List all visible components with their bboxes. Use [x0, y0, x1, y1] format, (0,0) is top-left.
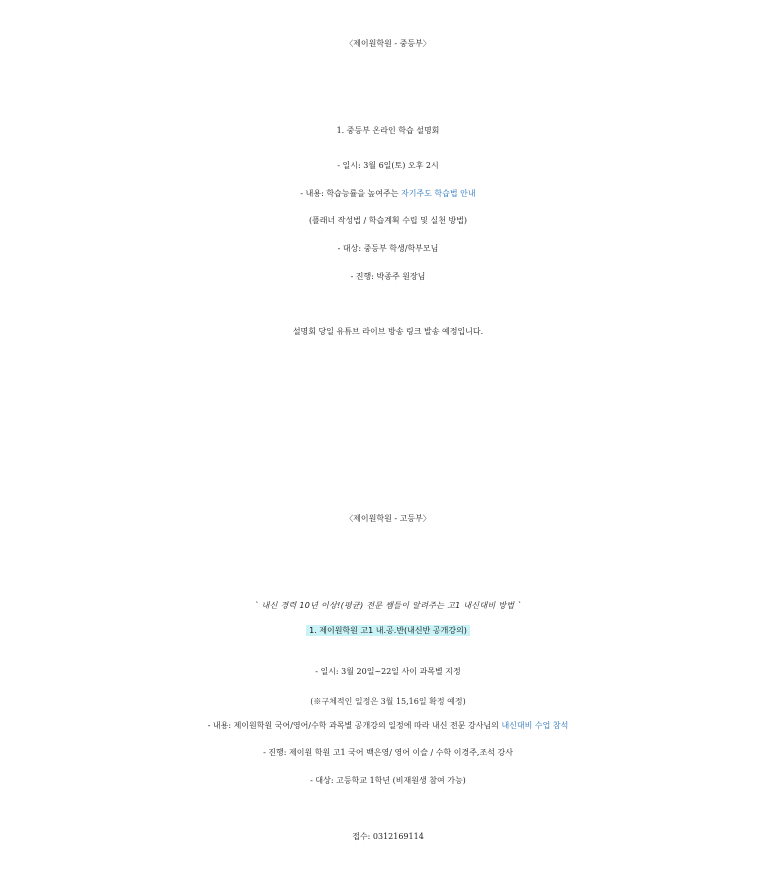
high-content	[0, 720, 776, 731]
high-content-highlight: 내신대비 수업 참석	[501, 721, 569, 730]
middle-target: - 대상: 중등부 학생/학부모님	[337, 244, 439, 253]
high-content-text: - 내용: 제이원학원 국어/영어/수학 과목별 공개강의 일정에 따라 내신 전문 강사님의	[207, 721, 502, 730]
middle-content-text: - 내용: 학습능률을 높여주는	[300, 189, 401, 198]
high-contact: 접수: 0312169114	[352, 832, 424, 841]
high-tagline: ` 내신 경력 10년 이상!(평균) 전문 쌤들이 알려주는 고1 내신대비 방법 `	[254, 601, 522, 610]
middle-content	[0, 188, 776, 199]
high-target: - 대상: 고등학교 1학년 (비재원생 참여 가능)	[310, 776, 466, 785]
high-date: - 일시: 3월 20일~22일 사이 과목별 지정	[315, 667, 461, 676]
middle-date: - 일시: 3월 6일(토) 오후 2시	[337, 161, 439, 170]
high-item-title-row	[0, 625, 776, 636]
middle-notice: 설명회 당일 유튜브 라이브 방송 링크 발송 예정입니다.	[292, 327, 484, 336]
middle-content-highlight: 자기주도 학습법 안내	[400, 189, 476, 198]
high-date-note: (※구체적인 일정은 3월 15,16일 확정 예정)	[310, 697, 466, 706]
high-item-title: 1. 제이원학원 고1 내.공.반(내신반 공개강의)	[306, 625, 470, 636]
high-host: - 진행: 제이원 학원 고1 국어 백은영/ 영어 이슬 / 수학 이경주,조석 강사	[263, 748, 513, 757]
middle-item-title: 1. 중등부 온라인 학습 설명회	[336, 126, 440, 135]
middle-content-sub: (플래너 작성법 / 학습계획 수립 및 실천 방법)	[308, 216, 468, 225]
high-section-title: 〈제이원학원 - 고등부〉	[345, 514, 431, 523]
middle-section-title: 〈제이원학원 - 중등부〉	[345, 39, 431, 48]
middle-host: - 진행: 박종주 원장님	[350, 272, 426, 281]
